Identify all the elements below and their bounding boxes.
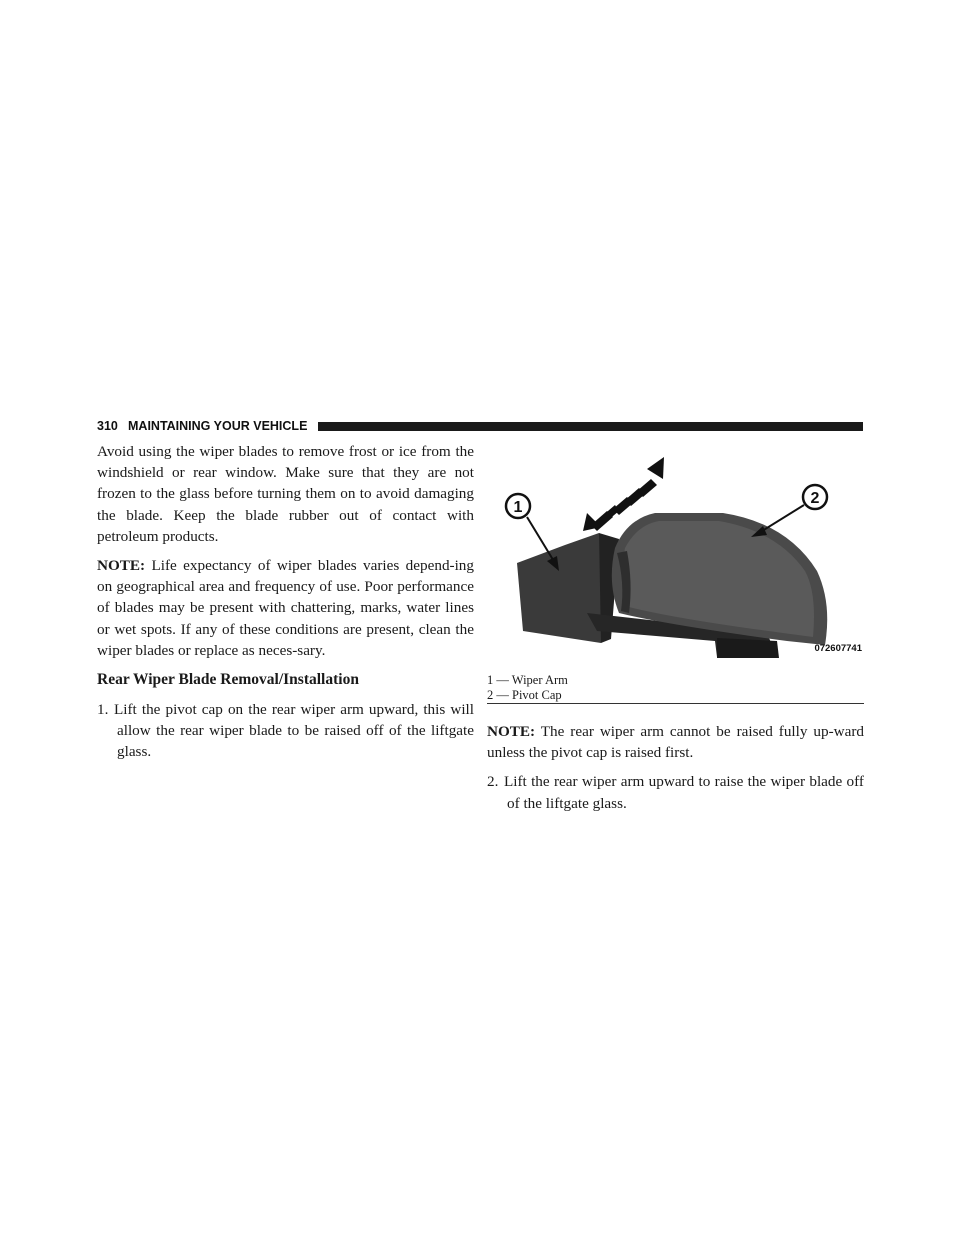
note-label: NOTE:: [487, 723, 536, 740]
callout-1-label: 1: [513, 499, 523, 516]
right-column: [487, 721, 864, 822]
note-life-expectancy: [97, 555, 474, 661]
wiper-illustration: [487, 453, 864, 660]
page-number: 310: [97, 419, 118, 433]
note-text: Life expectancy of wiper blades varies depend-ing on geographical area and frequency of use. Poor performance of blades may be present with chattering, marks, water lines or wet spots. If any of these conditions are present, clean the wiper blades or replace as neces-sary.: [97, 557, 474, 659]
step-text: Lift the rear wiper arm upward to raise the wiper blade off of the liftgate glass.: [504, 773, 864, 812]
wiper-arm-body: [517, 533, 607, 643]
callout-2-leader: [762, 505, 804, 531]
paragraph-frost-warning: Avoid using the wiper blades to remove frost or ice from the windshield or rear window. Make sure that they are not frozen to the glass before turning them on to avoid damaging the blade. Keep the blade rubber out of contact with petroleum products.: [97, 443, 474, 545]
caption-item-1: 1 — Wiper Arm: [487, 673, 568, 687]
callout-2-label: 2: [810, 490, 820, 507]
note-label: NOTE:: [97, 557, 146, 575]
step-text: Lift the pivot cap on the rear wiper arm upward, this will allow the rear wiper blade to be raised off of the liftgate glass.: [114, 701, 474, 761]
step-1: [97, 699, 474, 763]
note-text: The rear wiper arm cannot be raised fully up-ward unless the pivot cap is raised first.: [487, 723, 864, 762]
left-column: [97, 441, 474, 771]
caption-item-2: 2 — Pivot Cap: [487, 688, 864, 705]
section-title: MAINTAINING YOUR VEHICLE: [128, 419, 308, 433]
header-rule: [318, 422, 863, 431]
mount-foot: [717, 638, 779, 658]
step-number: 2.: [487, 773, 499, 791]
image-code: 072607741: [814, 643, 862, 654]
section-heading: Rear Wiper Blade Removal/Installation: [97, 671, 359, 689]
page-header: [97, 419, 863, 433]
figure-caption: [487, 673, 864, 704]
step-number: 1.: [97, 701, 109, 719]
note-pivot-cap: [487, 721, 864, 763]
wiper-figure: [487, 453, 864, 660]
step-2: [487, 771, 864, 813]
